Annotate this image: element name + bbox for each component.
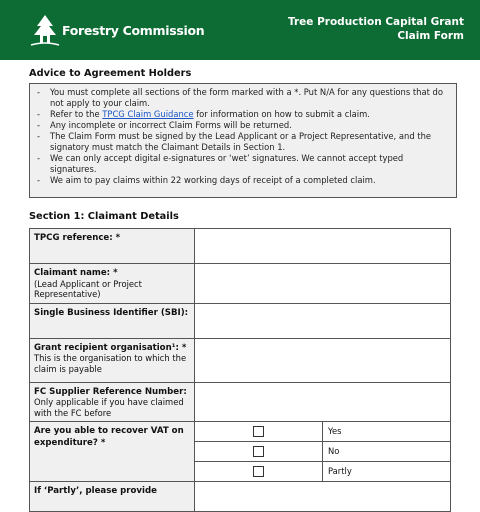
table-row	[30, 303, 451, 338]
advice-item: - You must complete all sections of the form marked with a *. Put N/A for any questions that do not apply to your claim.	[37, 87, 443, 108]
fc-supplier-ref-label: FC Supplier Reference Number: Only applicable if you have claimed with the FC before	[30, 382, 195, 422]
claimant-details-table	[29, 228, 451, 512]
advice-heading: Advice to Agreement Holders	[29, 68, 192, 79]
advice-item: - We aim to pay claims within 22 working days of receipt of a completed claim.	[37, 175, 376, 185]
advice-item: - We can only accept digital e-signatures or ‘wet’ signatures. We cannot accept typed signatures.	[37, 153, 404, 174]
table-row	[30, 229, 451, 264]
partly-details-label: If ‘Partly’, please provide	[30, 482, 195, 512]
table-row	[30, 264, 451, 304]
vat-partly-cell	[195, 462, 323, 482]
fc-supplier-ref-field[interactable]	[195, 382, 451, 422]
vat-yes-checkbox[interactable]	[253, 426, 264, 437]
vat-no-checkbox[interactable]	[253, 446, 264, 457]
sbi-field[interactable]	[195, 303, 451, 338]
advice-item: - Refer to the TPCG Claim Guidance for information on how to submit a claim.	[37, 109, 370, 119]
grant-recipient-field[interactable]	[195, 338, 451, 382]
logo-text: Forestry Commission	[62, 23, 205, 38]
partly-details-field[interactable]	[195, 482, 451, 512]
table-row	[30, 382, 451, 422]
form-title	[288, 15, 464, 43]
vat-partly-checkbox[interactable]	[253, 466, 264, 477]
header-banner	[0, 0, 480, 60]
advice-item: - The Claim Form must be signed by the Lead Applicant or a Project Representative, and the signatory must match the Claimant Details in Section 1.	[37, 131, 432, 152]
vat-recover-label: Are you able to recover VAT on expenditure? *	[30, 422, 195, 482]
vat-no-cell	[195, 442, 323, 462]
form-title-line1: Tree Production Capital Grant	[288, 16, 464, 28]
advice-box	[29, 83, 457, 198]
form-title-line2: Claim Form	[397, 30, 464, 42]
table-row	[30, 422, 451, 442]
vat-yes-cell	[195, 422, 323, 442]
grant-recipient-label: Grant recipient organisation¹: * This is the organisation to which the claim is payable	[30, 338, 195, 382]
section1-heading: Section 1: Claimant Details	[29, 211, 179, 222]
table-row	[30, 482, 451, 512]
tpcg-claim-guidance-link[interactable]: TPCG Claim Guidance	[102, 109, 194, 119]
advice-list	[37, 87, 446, 186]
vat-no-label: No	[323, 442, 451, 462]
tpcg-reference-label: TPCG reference: *	[30, 229, 195, 264]
forestry-tree-logo-icon	[30, 14, 60, 46]
claimant-name-label: Claimant name: * (Lead Applicant or Project Representative)	[30, 264, 195, 304]
sbi-label: Single Business Identifier (SBI):	[30, 303, 195, 338]
vat-yes-label: Yes	[323, 422, 451, 442]
table-row	[30, 338, 451, 382]
tpcg-reference-field[interactable]	[195, 229, 451, 264]
advice-item: - Any incomplete or incorrect Claim Forms will be returned.	[37, 120, 292, 130]
vat-partly-label: Partly	[323, 462, 451, 482]
claimant-name-field[interactable]	[195, 264, 451, 304]
